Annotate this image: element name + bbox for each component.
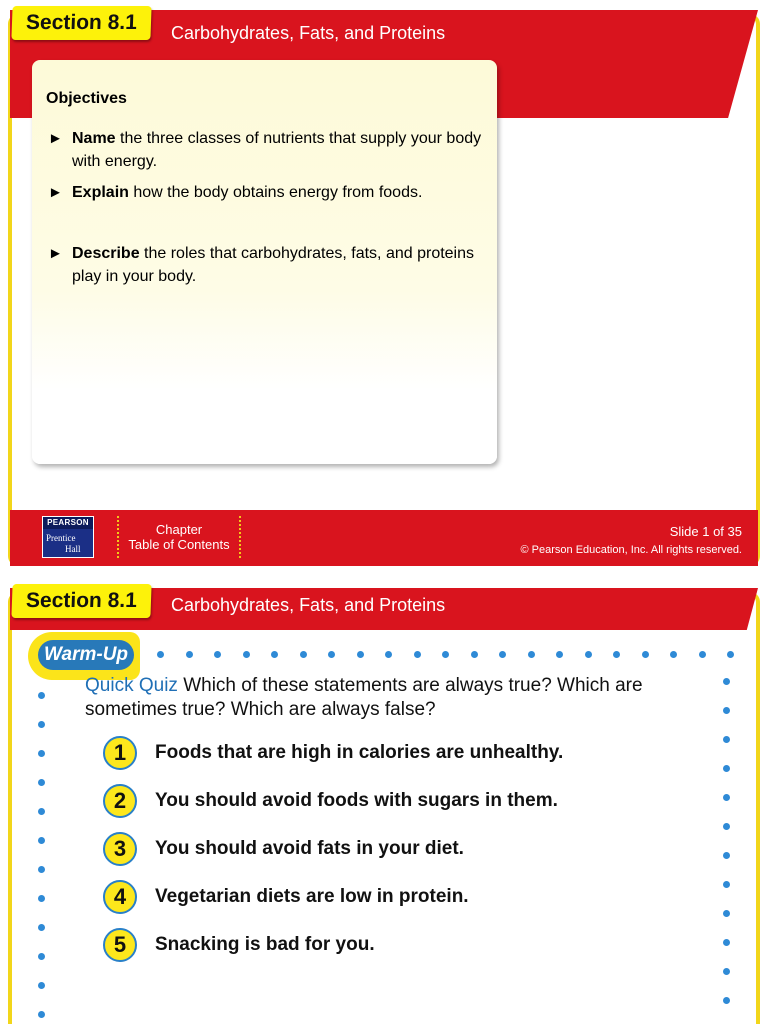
border-dot (723, 881, 730, 888)
quiz-question (85, 674, 705, 722)
border-dot (38, 750, 45, 757)
border-dot (385, 651, 392, 658)
border-dot (38, 837, 45, 844)
triangle-bullet-icon: ► (48, 245, 63, 262)
triangle-bullet-icon: ► (48, 184, 63, 201)
section-title: Carbohydrates, Fats, and Proteins (171, 595, 446, 615)
border-dot (613, 651, 620, 658)
border-dot (723, 910, 730, 917)
section-label: Section 8.1 (11, 6, 151, 40)
statement-text: Foods that are high in calories are unhealthy. (155, 742, 564, 763)
border-dot (528, 651, 535, 658)
toc-line1: Chapter (155, 522, 203, 537)
logo-line2: Hall (65, 544, 81, 554)
objectives-heading: Objectives (46, 90, 127, 107)
pearson-logo[interactable] (42, 516, 94, 558)
border-dot (38, 924, 45, 931)
border-dot (243, 651, 250, 658)
number-badge-icon: 5 (103, 928, 137, 962)
border-dot (38, 895, 45, 902)
border-dot (38, 721, 45, 728)
border-dot (723, 939, 730, 946)
border-dot (723, 707, 730, 714)
copyright-notice: © Pearson Education, Inc. All rights reserved. (520, 544, 742, 556)
quiz-statement (103, 832, 723, 868)
objective-verb: Name (72, 130, 116, 147)
number-badge-icon: 3 (103, 832, 137, 866)
border-dot (357, 651, 364, 658)
border-dot (471, 651, 478, 658)
border-dot (723, 823, 730, 830)
border-dot (38, 1011, 45, 1018)
border-dot (38, 692, 45, 699)
objective-item (48, 181, 488, 204)
border-dot (723, 765, 730, 772)
objective-verb: Describe (72, 245, 140, 262)
quiz-statement (103, 880, 723, 916)
warmup-badge: Warm-Up (38, 640, 134, 670)
slide-counter: Slide 1 of 35 (669, 524, 742, 539)
border-dot (38, 779, 45, 786)
border-dot (723, 852, 730, 859)
chapter-toc-button[interactable] (117, 516, 241, 558)
number-badge-icon: 2 (103, 784, 137, 818)
border-dot (414, 651, 421, 658)
border-dot (723, 997, 730, 1004)
border-dot (723, 678, 730, 685)
statement-text: Vegetarian diets are low in protein. (155, 886, 469, 907)
quiz-statement (103, 736, 723, 772)
number-badge-icon: 1 (103, 736, 137, 770)
slide-warmup (0, 578, 768, 1024)
border-dot (699, 651, 706, 658)
objective-text: the roles that carbohydrates, fats, and proteins play in your body. (72, 245, 475, 285)
objectives-panel (32, 60, 497, 464)
border-dot (38, 866, 45, 873)
border-dot (723, 794, 730, 801)
triangle-bullet-icon: ► (48, 130, 63, 147)
border-dot (214, 651, 221, 658)
logo-top-text: PEARSON (43, 517, 93, 529)
border-dot (300, 651, 307, 658)
border-dot (499, 651, 506, 658)
toc-line2: Table of Contents (128, 537, 230, 552)
border-dot (271, 651, 278, 658)
border-dot (727, 651, 734, 658)
number-badge-icon: 4 (103, 880, 137, 914)
logo-line1: Prentice (46, 533, 76, 543)
border-dot (585, 651, 592, 658)
border-dot (442, 651, 449, 658)
border-dot (556, 651, 563, 658)
statement-text: You should avoid fats in your diet. (155, 838, 464, 859)
statement-text: You should avoid foods with sugars in them. (155, 790, 558, 811)
quiz-question-text: Which of these statements are always true? Which are sometimes true? Which are always false? (85, 675, 643, 720)
border-dot (38, 953, 45, 960)
section-title: Carbohydrates, Fats, and Proteins (171, 23, 446, 43)
quiz-statement (103, 928, 723, 964)
section-label: Section 8.1 (11, 584, 151, 618)
border-dot (38, 808, 45, 815)
objective-text: how the body obtains energy from foods. (128, 184, 423, 201)
objective-verb: Explain (72, 184, 129, 201)
border-dot (38, 982, 45, 989)
objective-item (48, 127, 488, 173)
border-dot (642, 651, 649, 658)
border-dot (328, 651, 335, 658)
objective-item (48, 242, 488, 288)
border-dot (157, 651, 164, 658)
statement-text: Snacking is bad for you. (155, 934, 375, 955)
border-dot (670, 651, 677, 658)
quiz-statement (103, 784, 723, 820)
objective-text: the three classes of nutrients that supply your body with energy. (72, 130, 482, 170)
border-dot (186, 651, 193, 658)
border-dot (723, 736, 730, 743)
quick-quiz-label: Quick Quiz (85, 675, 178, 696)
border-dot (723, 968, 730, 975)
